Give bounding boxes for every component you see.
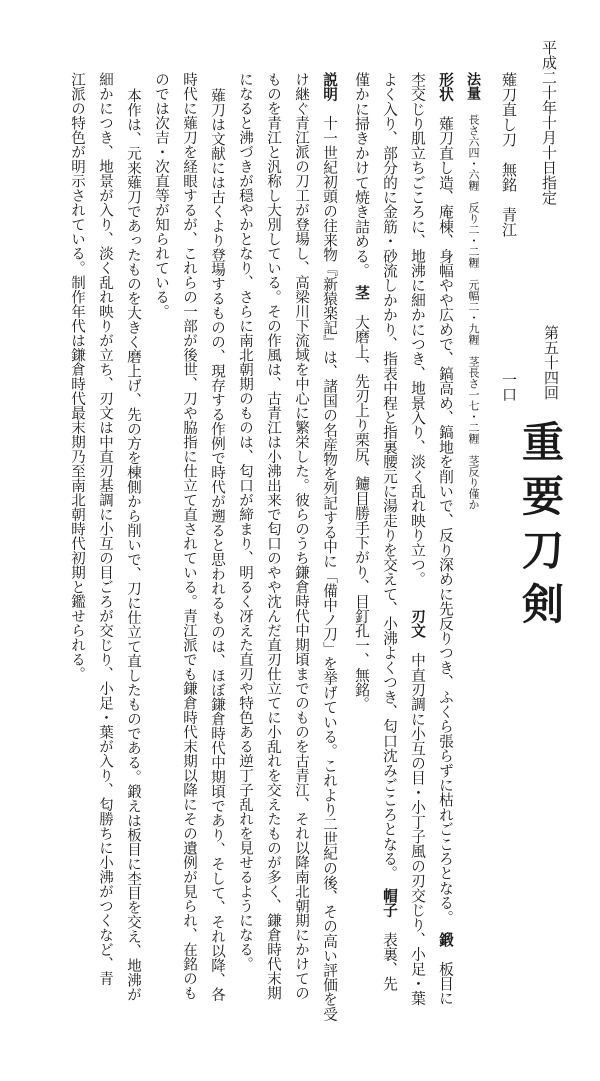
houryou-label: 法量 — [465, 72, 481, 100]
boushi-text-2: 僅かに掃きかけて焼き詰める。 — [353, 72, 370, 271]
kitae-label: 鍛 — [437, 931, 454, 947]
setsumei-line-1 — [321, 72, 336, 1021]
session-number: 第五十四回 — [542, 325, 560, 400]
keijou-line-3 — [381, 72, 396, 991]
keijou-label: 形状 — [437, 72, 454, 102]
houryou-text: 長さ六四・六糎 反り二・二糎 元幅二・九糎 茎長さ一七・二糎 茎反り僅か — [467, 114, 480, 510]
setsumei-text-1: 十一世紀初頭の往来物『新猿楽記』は、諸国の名産物を列記する中に「備中ノ刀」を挙げている。これより二世紀の後、その高い評価を受 — [321, 115, 338, 1022]
setsumei-line-7: のでは次吉・次直等が知られている。 — [153, 72, 169, 319]
hamon-label: 刃文 — [409, 608, 426, 638]
setsumei-line-3: ものを青江と汎称し大別している。その作風は、古青江は小沸出来で匂口のやや沈んだ直刃仕立てに小乱れを交えたものが多く、鎌倉時代末期 — [265, 72, 281, 1000]
nakago-text: 大磨上、先刃上り栗尻、鑢目勝手下がり、目釘孔一、無銘。 — [353, 314, 370, 712]
kitae-text-1: 板目に — [437, 961, 454, 1006]
keijou-line-2 — [409, 72, 424, 1005]
houryou-line — [466, 72, 480, 510]
boushi-text-1: 表裏、先 — [381, 931, 398, 991]
item-count: 一口 — [500, 372, 518, 402]
setsumei-line-5: 薙刀は文献には古くより登場するものの、現存する作例で時代が遡ると思われるものは、ほぼ鎌倉時代中期頃であり、そして、それ以降、各 — [209, 88, 225, 1002]
setsumei-line-10: 江派の特色が明示されている。制作年代は鎌倉時代最末期乃至南北朝時代初期と鑑せられる。 — [69, 72, 85, 681]
setsumei-line-2: け継ぐ青江派の刀工が登場し、高梁川下流域を中心に繁栄した。彼らのうち鎌倉時代中期頃までのものを古青江、それ以降南北朝期にかけての — [293, 72, 309, 1000]
setsumei-line-6: 時代に薙刀を経眼するが、これらの一部が後世、刀や脇指に仕立て直されている。青江派でも鎌倉時代末期以降にその遺例が見られ、在銘のも — [181, 72, 197, 1000]
item-name: 薙刀直し刀 無銘 青江 — [500, 72, 518, 237]
keijou-text: 薙刀直し造、庵棟、身幅やや広めで、鎬高め、鎬地を削いで、反り深めに先反りつき、ふくら張らずに枯れごころとなる。 — [437, 116, 454, 918]
designation-date: 平成二十年十月十日指定 — [540, 40, 558, 205]
kitae-text-2: 杢交じり肌立ちごころに、地沸に細かにつき、地景入り、淡く乱れ映り立つ。 — [409, 72, 426, 580]
boushi-label: 帽子 — [381, 887, 398, 918]
setsumei-line-4: になると沸づきが穏やかとなり、さらに南北朝期のものは、匂口が締まり、明るく冴えた直刃や特色ある逆丁子乱れを見せるようになる。 — [237, 72, 253, 971]
hamon-text-2: よく入り、部分的に金筋・砂流しかかり、指表中程と指裏腰元に湯走りを交えて、小沸よくつき、匂口沈みごころとなる。 — [381, 72, 398, 874]
hamon-text-1: 中直刃調に小互の目・小丁子風の刃交じり、小足・葉 — [409, 652, 426, 1006]
setsumei-line-9: 細かにつき、地景が入り、淡く乱れ映りが立ち、刃文は中直刃基調に小互の目ごろが交じり、小足・葉が入り、匂勝ちに小沸がつくなど、青 — [97, 72, 113, 986]
setsumei-line-8: 本作は、元来薙刀であったものを大きく磨上げ、先の方を棟側から削いで、刀に仕立て直したものである。鍛えは板目に杢目を交え、地沸が — [125, 88, 141, 1002]
keijou-line-1 — [437, 72, 452, 1005]
page-title: 重要刀剣 — [516, 420, 565, 636]
setsumei-label: 説明 — [321, 72, 338, 102]
houryou-spacer — [465, 100, 481, 114]
keijou-line-4 — [353, 72, 368, 711]
nakago-label: 茎 — [353, 285, 370, 300]
